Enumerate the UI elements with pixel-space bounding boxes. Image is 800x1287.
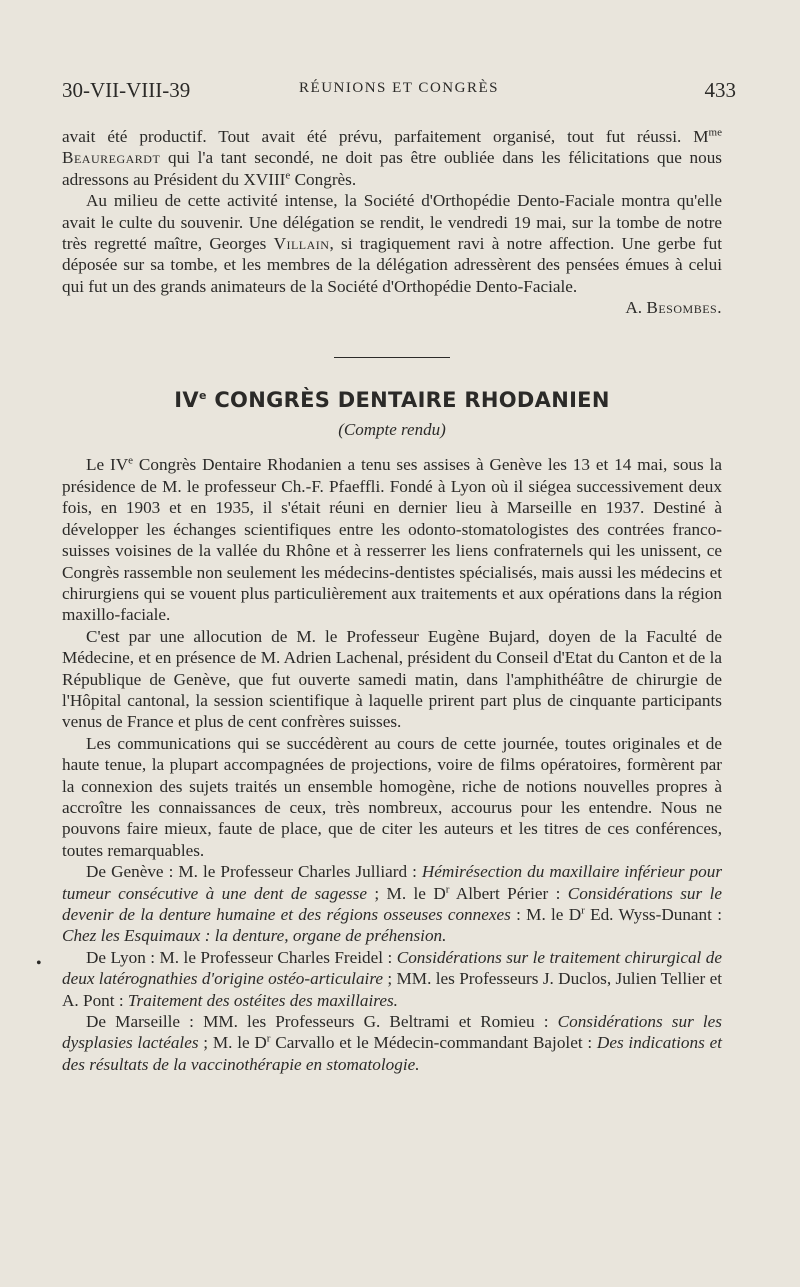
intro-paragraph: Le IVe Congrès Dentaire Rhodanien a tenu ses assises à Genève les 13 et 14 mai, sous la présidence de M. le professeur Ch.-F. Pfaeffli. Fondé à Lyon où il siégea successivement deux fois, en 1903 et en 1935, il s'était réuni en dernier lieu à Marseille en 1937. Destiné à développer les échanges scientifiques entre les odonto-stomatologistes des contrées franco-suisses voisines de la vallée du Rhône et à resserrer les liens confraternels qui les unissent, ce Congrès rassemble non seulement les médecins-dentistes spécialisés, mais aussi les médecins et chirurgiens qui se vouent plus particulièrement aux traitements et aux opérations dans la région maxillo-faciale. [62, 454, 722, 625]
running-head [62, 78, 736, 108]
article-body [62, 126, 722, 1075]
talk-title: Considérations sur le devenir de la denture humaine et des régions osseuses connexes [62, 883, 723, 924]
page-number: 433 [704, 78, 736, 102]
talk-title: Chez les Esquimaux : la denture, organe de préhension. [62, 926, 447, 946]
article-title: IVe CONGRÈS DENTAIRE RHODANIEN [174, 387, 610, 412]
person-name: Beauregardt [62, 148, 161, 168]
talk-title: Hémirésection du maxillaire inférieur pour tumeur consécutive à une dent de sagesse [62, 862, 723, 903]
marseille-paragraph: De Marseille : MM. les Professeurs G. Beltrami et Romieu : Considérations sur les dysplasies lactéales ; M. le $D^r$ Carvallo et le Médecin-commandant Bajolet : Des indications et des résultats de la vaccinothérapie en stomatologie. [62, 1012, 722, 1074]
article-subtitle: (Compte rendu) [338, 420, 446, 440]
margin-mark: • [36, 955, 42, 972]
person-name: Villain [273, 234, 330, 254]
geneve-paragraph: De Genève : M. le Professeur Charles Julliard : Hémirésection du maxillaire inférieur pour tumeur consécutive à une dent de sagesse ; M. le $D^r$ Albert Périer : Considérations sur le devenir de la denture humaine et des régions osseuses connexes : M. le $D^r$ Ed. Wyss-Dunant : Chez les Esquimaux : la denture, organe de préhension. [62, 862, 723, 946]
opening-paragraph: C'est par une allocution de M. le Professeur Eugène Bujard, doyen de la Faculté de Médecine, et en présence de M. Adrien Lachenal, président du Conseil d'Etat du Canton et de la République de Genève, que fut ouverte samedi matin, dans l'amphithéâtre de chirurgie de l'Hôpital cantonal, la session scientifique à laquelle prirent part plus de cinquante participants venus de France et plus de cent confrères suisses. [62, 626, 722, 732]
issue-date: 30-VII-VIII-39 [62, 78, 191, 102]
lyon-paragraph: De Lyon : M. le Professeur Charles Freidel : Considérations sur le traitement chirurgical de deux latérognathies d'origine ostéo-articulaire ; MM. les Professeurs J. Duclos, Julien Tellier et A. Pont : Traitement des ostéites des maxillaires. [62, 947, 723, 1010]
section-heading: RÉUNIONS ET CONGRÈS [299, 80, 499, 96]
talk-title: Traitement des ostéites des maxillaires. [127, 990, 398, 1010]
continuation-paragraph-1: avait été productif. Tout avait été prévu, parfaitement organisé, tout fut réussi. $M^{me}$ Beauregardt qui l'a tant secondé, ne doit pas être oubliée dans les félicitations que nous adressons au Président du XVIIIe Congrès. [62, 126, 722, 189]
talk-title: Considérations sur le traitement chirurgical de deux latérognathies d'origine ostéo-articulaire [62, 947, 722, 989]
talk-title: Des indications et des résultats de la vaccinothérapie en stomatologie. [62, 1033, 722, 1074]
section-divider [334, 357, 450, 358]
communications-paragraph: Les communications qui se succédèrent au cours de cette journée, toutes originales et de haute tenue, la plupart accompagnées de projections, voire de films opératoires, formèrent par la connexion des sujets traités un ensemble homogène, riche de notions nouvelles propres à accroître les connaissances de ceux, très nombreux, accourus pour les entendre. Nous ne pouvons faire mieux, faute de place, que de citer les auteurs et les titres de ces conférences, toutes remarquables. [62, 733, 722, 860]
continuation-paragraph-2: Au milieu de cette activité intense, la Société d'Orthopédie Dento-Faciale montra qu'elle avait le culte du souvenir. Une délégation se rendit, le vendredi 19 mai, sur la tombe de notre très regretté maître, Georges Villain, si tragiquement ravi à notre affection. Une gerbe fut déposée sur sa tombe, et les membres de la délégation adressèrent des pensées émues à celui qui fut un des grands animateurs de la Société d'Orthopédie Dento-Faciale. [62, 191, 723, 296]
author-signature: A. Besombes. [625, 298, 722, 318]
talk-title: Considérations sur les dysplasies lactéales [62, 1012, 722, 1053]
